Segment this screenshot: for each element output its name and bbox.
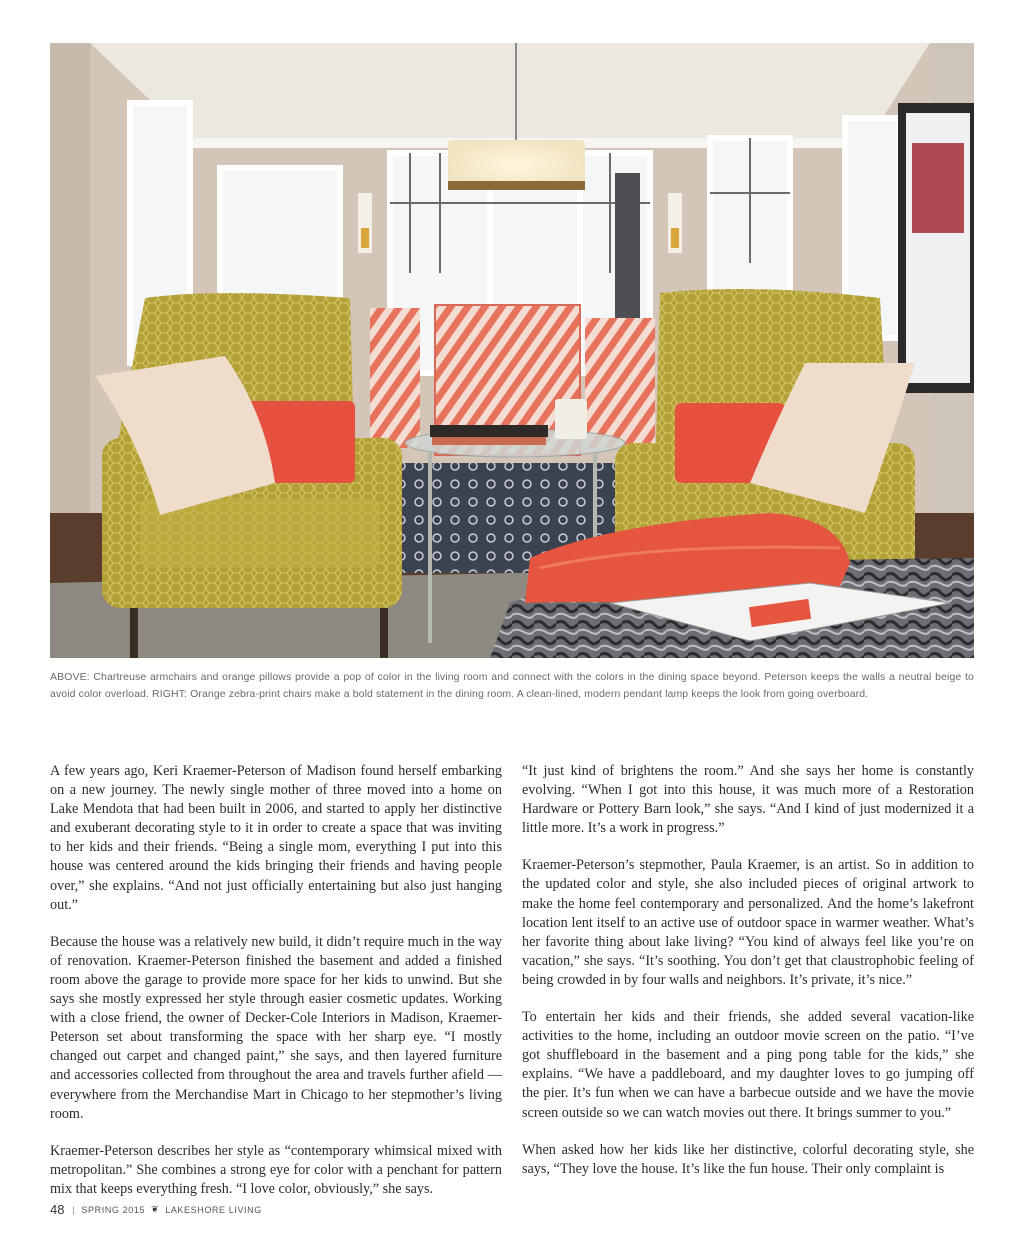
caption-right-text: Orange zebra-print chairs make a bold statement in the dining room. A clean-lined, modern pendant lamp keeps the look from going overboard. [190,688,869,700]
article-paragraph: Kraemer-Peterson describes her style as “contemporary whimsical mixed with metropolitan.” She combines a strong eye for color with a penchant for pattern mix that keeps everything fresh. “I love color, obviously,” she says. [50,1142,502,1197]
living-room-illustration [50,43,974,658]
page-footer [50,1202,262,1217]
caption-above-label: ABOVE: [50,671,90,683]
issue-label: SPRING 2015 [81,1204,146,1215]
article-paragraph: When asked how her kids like her distinctive, colorful decorating style, she says, “They love the house. It’s like the fun house. Their only complaint is [522,1141,974,1177]
publication-name: LAKESHORE LIVING [165,1204,262,1215]
living-room-photo [50,43,974,658]
article-left-column [50,762,502,1217]
photo-caption [50,669,974,703]
article-paragraph: Kraemer-Peterson’s stepmother, Paula Kraemer, is an artist. So in addition to the updated color and style, she also included pieces of original artwork to make the home feel contemporary and personalized. And the home’s lakefront location lent itself to an active use of outdoor space in warmer weather. What’s her favorite thing about lake living? “You kind of always feel like you’re on vacation,” she says. “It’s soothing. You don’t get that claustrophobic feeling of being crowded in by four walls and neighbors. It’s private, it’s nice.” [522,857,974,988]
caption-right-label: RIGHT: [152,688,188,700]
fleuron-icon: ❦ [151,1204,160,1214]
footer-separator: | [72,1204,76,1215]
article-paragraph: A few years ago, Keri Kraemer-Peterson of Madison found herself embarking on a new journey. The newly single mother of three moved into a home on Lake Mendota that had been built in 2006, and started to apply her distinctive and exuberant decorating style to it in order to create a space that was inviting to her kids and their friends. “Being a single mom, everything I put into this house was centered around the kids bringing their friends and having people over,” she explains. “And not just officially entertaining but also just hanging out.” [50,763,502,913]
caption-above-text: Chartreuse armchairs and orange pillows provide a pop of color in the living room and connect with the colors in the dining space beyond. Peterson keeps the walls a neutral beige to avoid color overload. [50,671,974,700]
article-right-column [522,762,974,1197]
article-paragraph: To entertain her kids and their friends, she added several vacation-like activities to the home, including an outdoor movie screen on the patio. “I’ve got shuffleboard in the basement and a ping pong table for the kids,” she explains. “We have a paddleboard, and my daughter loves to go jumping off the pier. It’s fun when we can have a barbecue outside and we have the movie screen outside so we can watch movies out there. It brings summer to you.” [522,1009,974,1121]
article-paragraph: “It just kind of brightens the room.” And she says her home is constantly evolving. “When I got into this house, it was much more of a Restoration Hardware or Pottery Barn look,” she says. “And I kind of just modernized it a little more. It’s a work in progress.” [522,763,974,837]
page-number: 48 [50,1202,65,1217]
article-paragraph: Because the house was a relatively new build, it didn’t require much in the way of renovation. Kraemer-Peterson finished the basement and added a finished room above the garage to provide more space for her kids to unwind. But she says she mostly expressed her style through easier cosmetic updates. Working with a close friend, the owner of Decker-Cole Interiors in Madison, Kraemer-Peterson set about transforming the space with her sharp eye. “I mostly changed out carpet and changed paint,” she says, and then layered furniture and accessories collected from throughout the area and travels further afield — everywhere from the Merchandise Mart in Chicago to her stepmother’s living room. [50,933,502,1122]
